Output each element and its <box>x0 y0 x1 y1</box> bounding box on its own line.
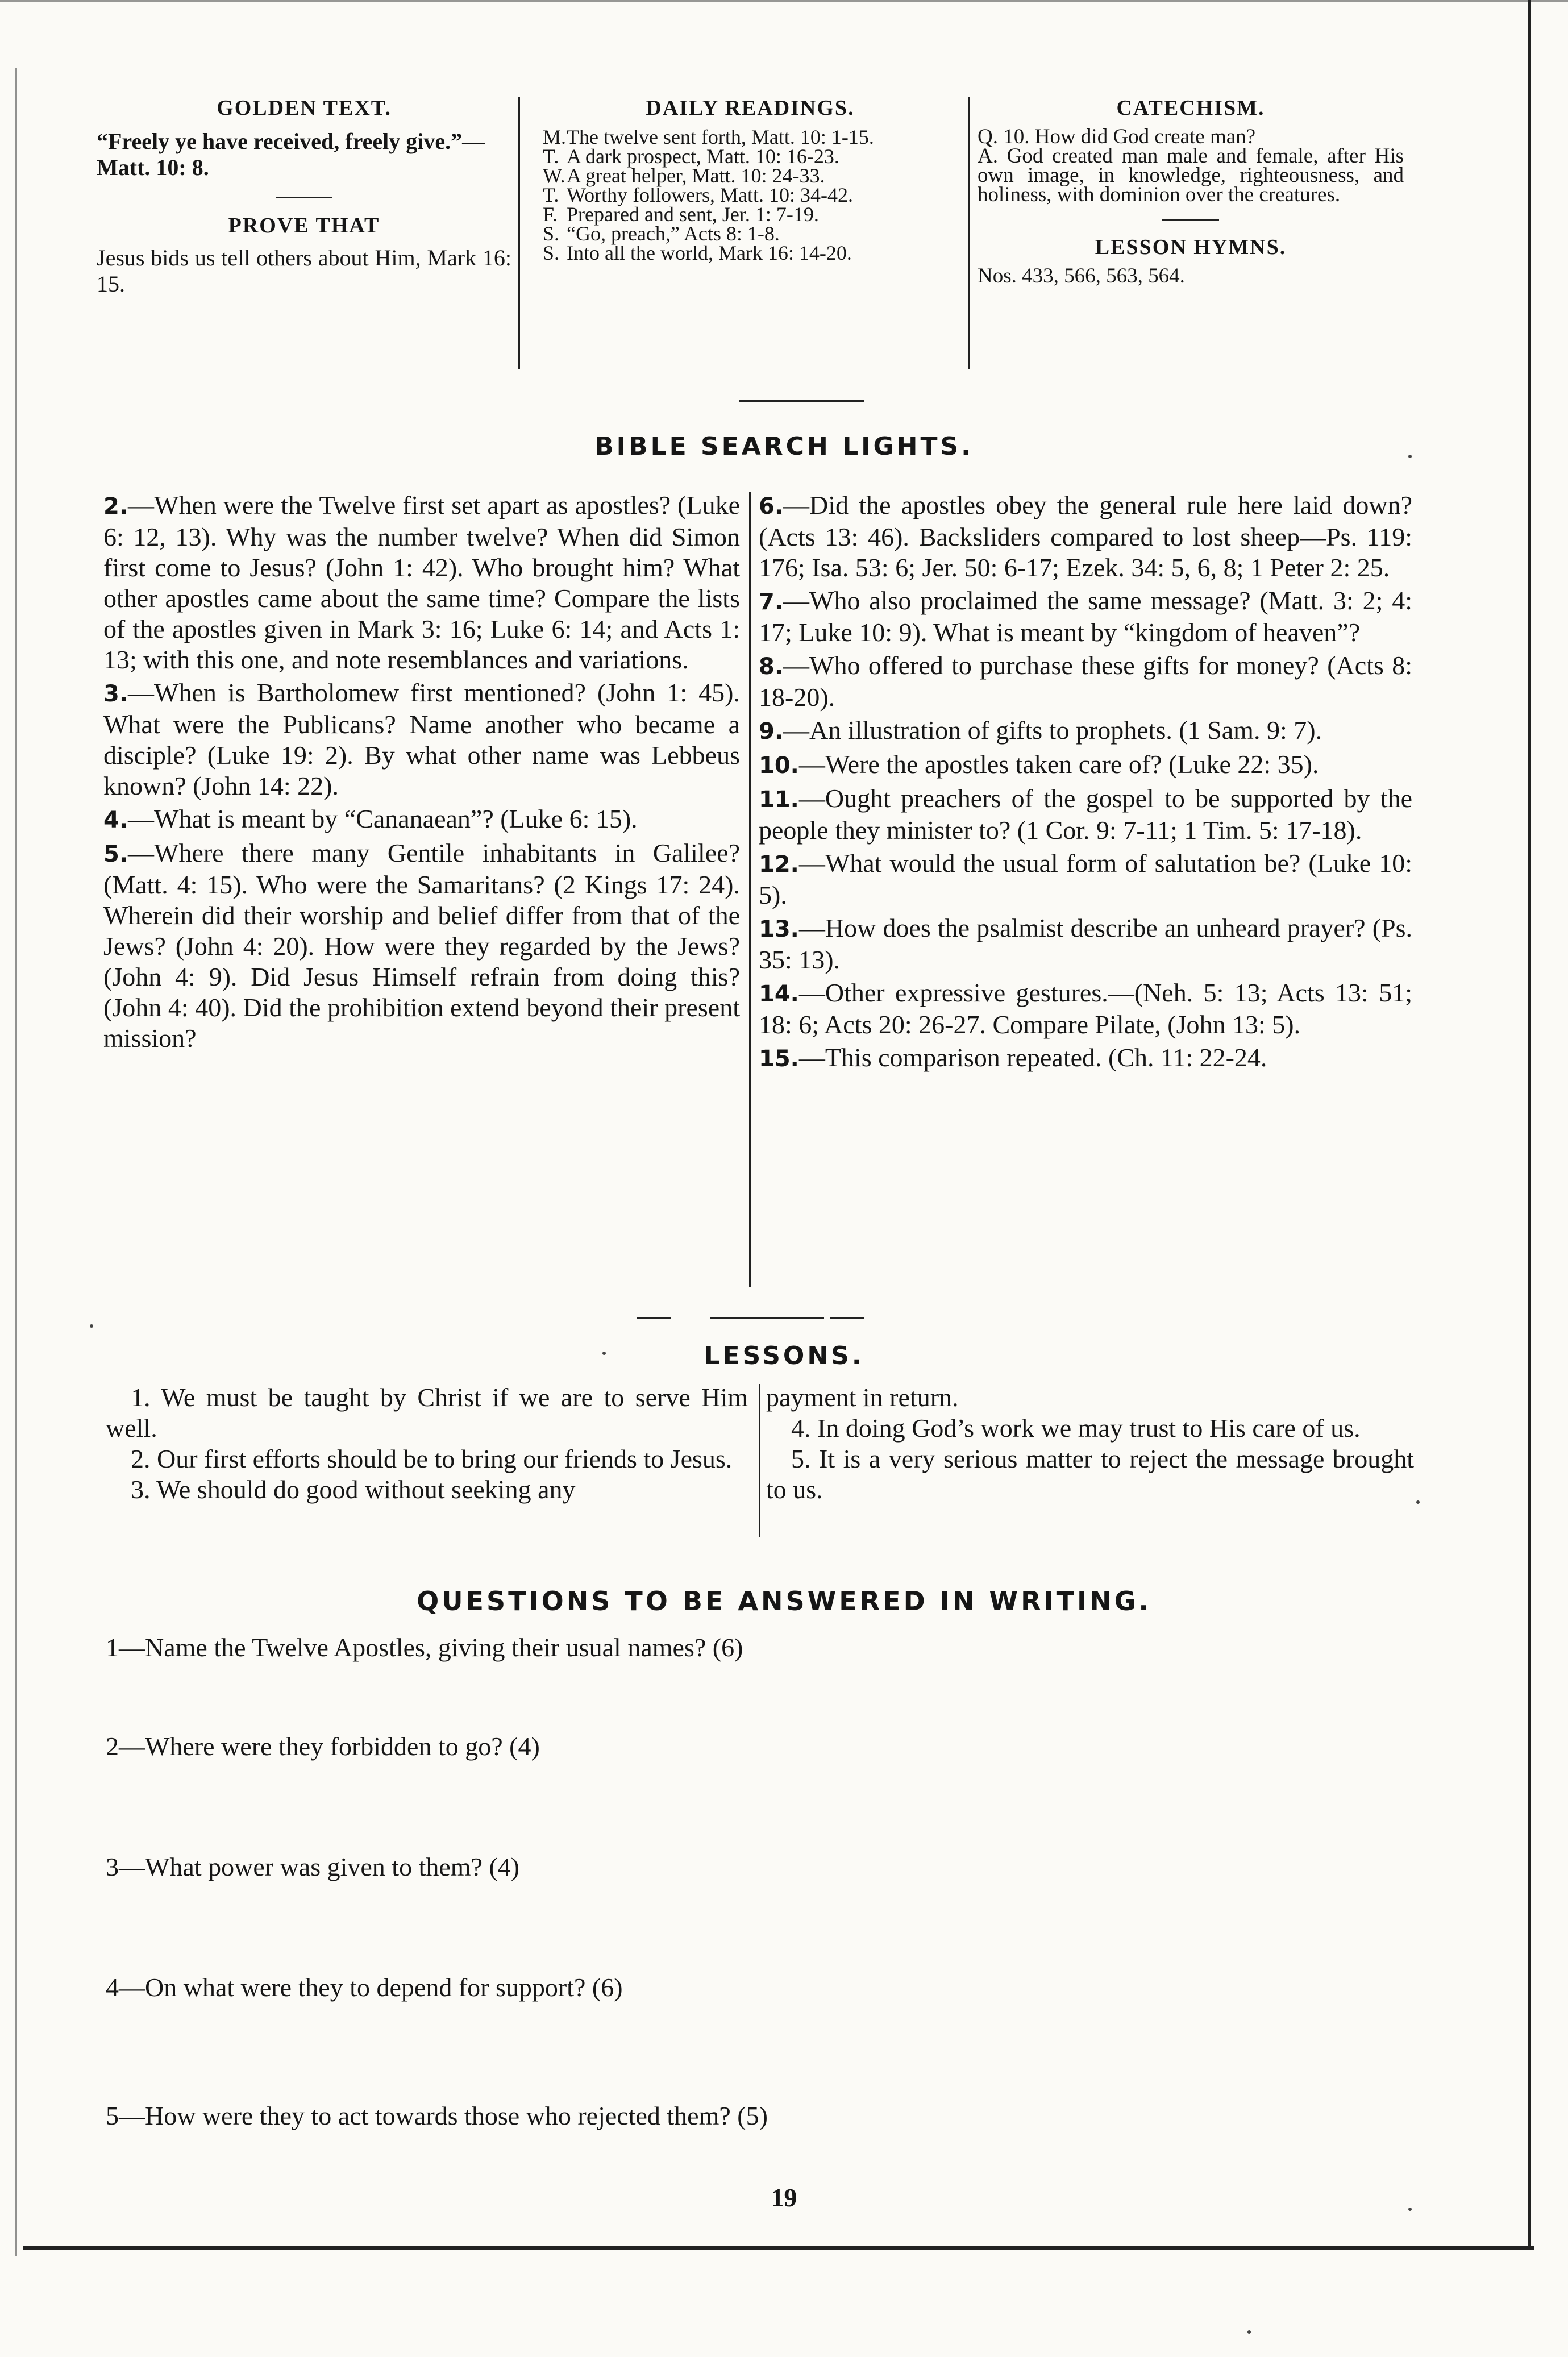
search-question <box>759 749 1412 781</box>
writing-question: 3—What power was given to them? (4) <box>106 1852 520 1881</box>
question-text: —An illustration of gifts to prophets. (1 Sam. 9: 7). <box>783 716 1322 745</box>
reading-day: F. <box>543 203 558 226</box>
search-question <box>103 838 740 1054</box>
scan-speck <box>1247 2330 1251 2334</box>
search-question <box>103 490 740 675</box>
question-text: —This comparison repeated. (Ch. 11: 22-24. <box>798 1043 1267 1072</box>
question-number: 8. <box>759 654 784 680</box>
bottom-border-line <box>23 2246 1534 2250</box>
divider <box>1162 219 1219 221</box>
page-number: 19 <box>771 2183 797 2212</box>
question-text: —Did the apostles obey the general rule here laid down? (Acts 13: 46). Backsliders compared to lost sheep—Ps. 119: 176; Isa. 53: 6; Jer. 50: 6-17; Ezek. 34: 5, 6, 8; 1 Peter 2: 25. <box>759 490 1412 582</box>
question-text: —Ought preachers of the gospel to be supported by the people they minister to? (1 Cor. 9: 7-11; 1 Tim. 5: 17-18). <box>759 784 1412 845</box>
reading-day: T. <box>543 184 559 206</box>
prove-that-text: Jesus bids us tell others about Him, Mark 16: 15. <box>97 245 511 297</box>
reading-item <box>543 243 958 263</box>
search-question <box>759 650 1412 713</box>
writing-question: 2—Where were they forbidden to go? (4) <box>106 1732 540 1761</box>
reading-item <box>543 205 958 224</box>
question-number: 9. <box>759 718 784 745</box>
reading-text: Worthy followers, Matt. 10: 34-42. <box>567 184 854 206</box>
reading-item <box>543 224 958 243</box>
question-number: 2. <box>103 493 128 519</box>
question-text: —Who offered to purchase these gifts for money? (Acts 8: 18-20). <box>759 651 1412 712</box>
search-question <box>759 848 1412 911</box>
lesson-hymns-text: Nos. 433, 566, 563, 564. <box>978 264 1185 288</box>
lesson-item: 4. In doing God’s work we may trust to His care of us. <box>791 1414 1361 1443</box>
question-text: —How does the psalmist describe an unheard prayer? (Ps. 35: 13). <box>759 913 1412 974</box>
right-border-line <box>1528 0 1531 2248</box>
reading-item <box>543 166 958 185</box>
scan-speck <box>1408 455 1412 458</box>
question-number: 7. <box>759 589 784 615</box>
search-question <box>759 978 1412 1040</box>
lesson-item: 5. It is a very serious matter to reject the message brought to us. <box>766 1444 1414 1504</box>
question-number: 5. <box>103 841 128 867</box>
scan-speck <box>90 1324 93 1328</box>
reading-day: W. <box>543 164 565 187</box>
reading-day: T. <box>543 145 559 168</box>
question-text: —What would the usual form of salutation be? (Luke 10: 5). <box>759 849 1412 909</box>
search-question <box>759 715 1412 747</box>
writing-question: 1—Name the Twelve Apostles, giving their usual names? (6) <box>106 1633 743 1662</box>
column-separator <box>518 97 520 369</box>
reading-text: The twelve sent forth, Matt. 10: 1-15. <box>567 126 874 148</box>
question-text: —Who also proclaimed the same message? (Matt. 3: 2; 4: 17; Luke 10: 9). What is meant by “kingdom of heaven”? <box>759 586 1412 647</box>
dash-rule <box>710 1317 824 1319</box>
catechism-question: Q. 10. How did God create man? <box>978 125 1256 148</box>
writing-questions-title: QUESTIONS TO BE ANSWERED IN WRITING. <box>417 1586 1151 1616</box>
question-number: 15. <box>759 1046 799 1072</box>
reading-text: A great helper, Matt. 10: 24-33. <box>567 164 825 187</box>
lessons-title: LESSONS. <box>704 1341 864 1370</box>
reading-day: S. <box>543 242 560 264</box>
top-edge-line <box>0 0 1568 2</box>
search-question <box>759 585 1412 648</box>
reading-item <box>543 185 958 205</box>
golden-text-quote: “Freely ye have received, freely give.”—Matt. 10: 8. <box>97 128 485 180</box>
question-text: —Other expressive gestures.—(Neh. 5: 13; Acts 13: 51; 18: 6; Acts 20: 26-27. Compare Pilate, (John 13: 5). <box>759 978 1412 1039</box>
reading-text: “Go, preach,” Acts 8: 1-8. <box>567 222 780 245</box>
question-number: 4. <box>103 807 128 833</box>
search-question <box>103 677 740 801</box>
scan-speck <box>1408 2208 1412 2211</box>
lessons-right-column <box>766 1382 1414 1505</box>
question-number: 10. <box>759 753 799 779</box>
reading-text: Prepared and sent, Jer. 1: 7-19. <box>567 203 819 226</box>
daily-readings-column <box>543 97 958 263</box>
search-lights-right-column <box>759 490 1412 1076</box>
left-border-line <box>15 68 17 2256</box>
column-separator <box>759 1384 760 1537</box>
reading-item <box>543 147 958 166</box>
question-number: 13. <box>759 916 799 942</box>
golden-text-column <box>97 97 511 297</box>
question-text: —Were the apostles taken care of? (Luke 22: 35). <box>798 750 1319 779</box>
lesson-item: 3. We should do good without seeking any <box>131 1475 576 1504</box>
question-text: —What is meant by “Cananaean”? (Luke 6: 15). <box>128 804 638 833</box>
catechism-heading: CATECHISM. <box>1116 96 1265 120</box>
reading-text: Into all the world, Mark 16: 14-20. <box>567 242 852 264</box>
writing-question: 5—How were they to act towards those who rejected them? (5) <box>106 2101 768 2130</box>
search-question <box>759 490 1412 583</box>
lesson-continuation: payment in return. <box>766 1383 959 1412</box>
writing-question: 4—On what were they to depend for support? (6) <box>106 1973 623 2002</box>
question-text: —When were the Twelve first set apart as apostles? (Luke 6: 12, 13). Why was the number twelve? When did Simon first come to Jesus? (John 1: 42). Who brought him? What other apostles came about the same time? Compare the lists of the apostles given in Mark 3: 16; Luke 6: 14; and Acts 1: 13; with this one, and note resemblances and variations. <box>103 490 740 674</box>
question-number: 6. <box>759 493 784 519</box>
lesson-item: 1. We must be taught by Christ if we are to serve Him well. <box>106 1383 748 1443</box>
search-question <box>103 804 740 835</box>
search-question <box>759 783 1412 846</box>
column-separator <box>968 97 970 369</box>
prove-that-heading: PROVE THAT <box>228 214 380 238</box>
section-rule <box>739 400 864 402</box>
question-number: 3. <box>103 681 128 707</box>
divider <box>276 197 332 198</box>
search-question <box>759 913 1412 975</box>
golden-text-heading: GOLDEN TEXT. <box>217 96 392 120</box>
search-lights-left-column <box>103 490 740 1056</box>
column-separator <box>749 492 751 1287</box>
catechism-answer: A. God created man male and female, after His own image, in knowledge, righteousness, and holiness, with dominion over the creatures. <box>978 144 1404 206</box>
reading-text: A dark prospect, Matt. 10: 16-23. <box>567 145 839 168</box>
bible-search-lights-title: BIBLE SEARCH LIGHTS. <box>594 432 974 461</box>
catechism-column <box>978 97 1404 286</box>
scan-speck <box>1416 1500 1420 1504</box>
dash-rule <box>830 1317 864 1319</box>
reading-day: M. <box>543 126 567 148</box>
question-text: —Where there many Gentile inhabitants in Galilee? (Matt. 4: 15). Who were the Samaritans? (2 Kings 17: 24). Wherein did their worship and belief differ from that of the Jews? (John 4: 20). How were they regarded by the Jews? (John 4: 9). Did Jesus Himself refrain from doing this? (John 4: 40). Did the prohibition extend beyond their present mission? <box>103 838 740 1053</box>
dash-rule <box>637 1317 671 1319</box>
search-question <box>759 1042 1412 1074</box>
lesson-item: 2. Our first efforts should be to bring our friends to Jesus. <box>131 1444 733 1473</box>
reading-item <box>543 127 958 147</box>
question-number: 11. <box>759 787 799 813</box>
question-number: 14. <box>759 981 799 1007</box>
daily-readings-heading: DAILY READINGS. <box>646 96 855 120</box>
question-number: 12. <box>759 851 799 878</box>
scan-speck <box>602 1352 606 1355</box>
question-text: —When is Bartholomew first mentioned? (John 1: 45). What were the Publicans? Name another who became a disciple? (Luke 19: 2). By what other name was Lebbeus known? (John 14: 22). <box>103 678 740 800</box>
lesson-hymns-heading: LESSON HYMNS. <box>1095 235 1287 259</box>
reading-day: S. <box>543 222 560 245</box>
lessons-left-column <box>106 1382 748 1505</box>
